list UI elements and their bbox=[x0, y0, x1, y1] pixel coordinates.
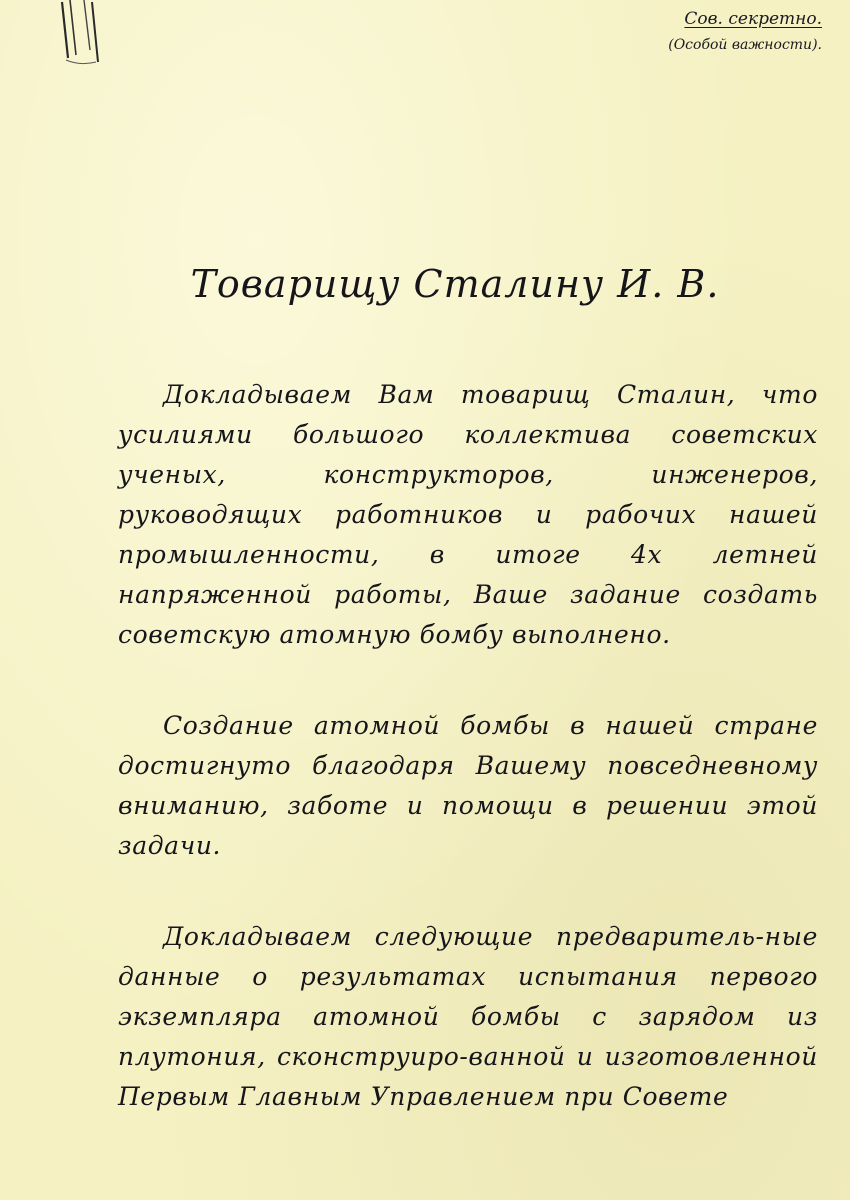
classification-line-2: (Особой важности). bbox=[668, 37, 822, 53]
letter-body bbox=[118, 375, 818, 1117]
classification-line-1: Сов. секретно. bbox=[684, 9, 822, 29]
binding-marks bbox=[40, 0, 120, 70]
classification-stamp bbox=[668, 6, 822, 58]
paragraph-2: Создание атомной бомбы в нашей стране достигнуто благодаря Вашему повседневному вниманию, заботе и помощи в решении этой задачи. bbox=[118, 711, 818, 860]
paragraph-3: Докладываем следующие предваритель-ные данные о результатах испытания первого экземпляра атомной бомбы с зарядом из плутония, сконструиро-ванной и изготовленной Первым Главным Управлением при Совете bbox=[118, 922, 818, 1111]
paragraph-1: Докладываем Вам товарищ Сталин, что усилиями большого коллектива советских ученых, конструкторов, инженеров, руководящих работников и рабочих нашей промышленности, в итоге 4х летней напряженной работы, Ваше задание создать советскую атомную бомбу выполнено. bbox=[118, 380, 818, 649]
addressee: Товарищу Сталину И. В. bbox=[190, 262, 720, 306]
